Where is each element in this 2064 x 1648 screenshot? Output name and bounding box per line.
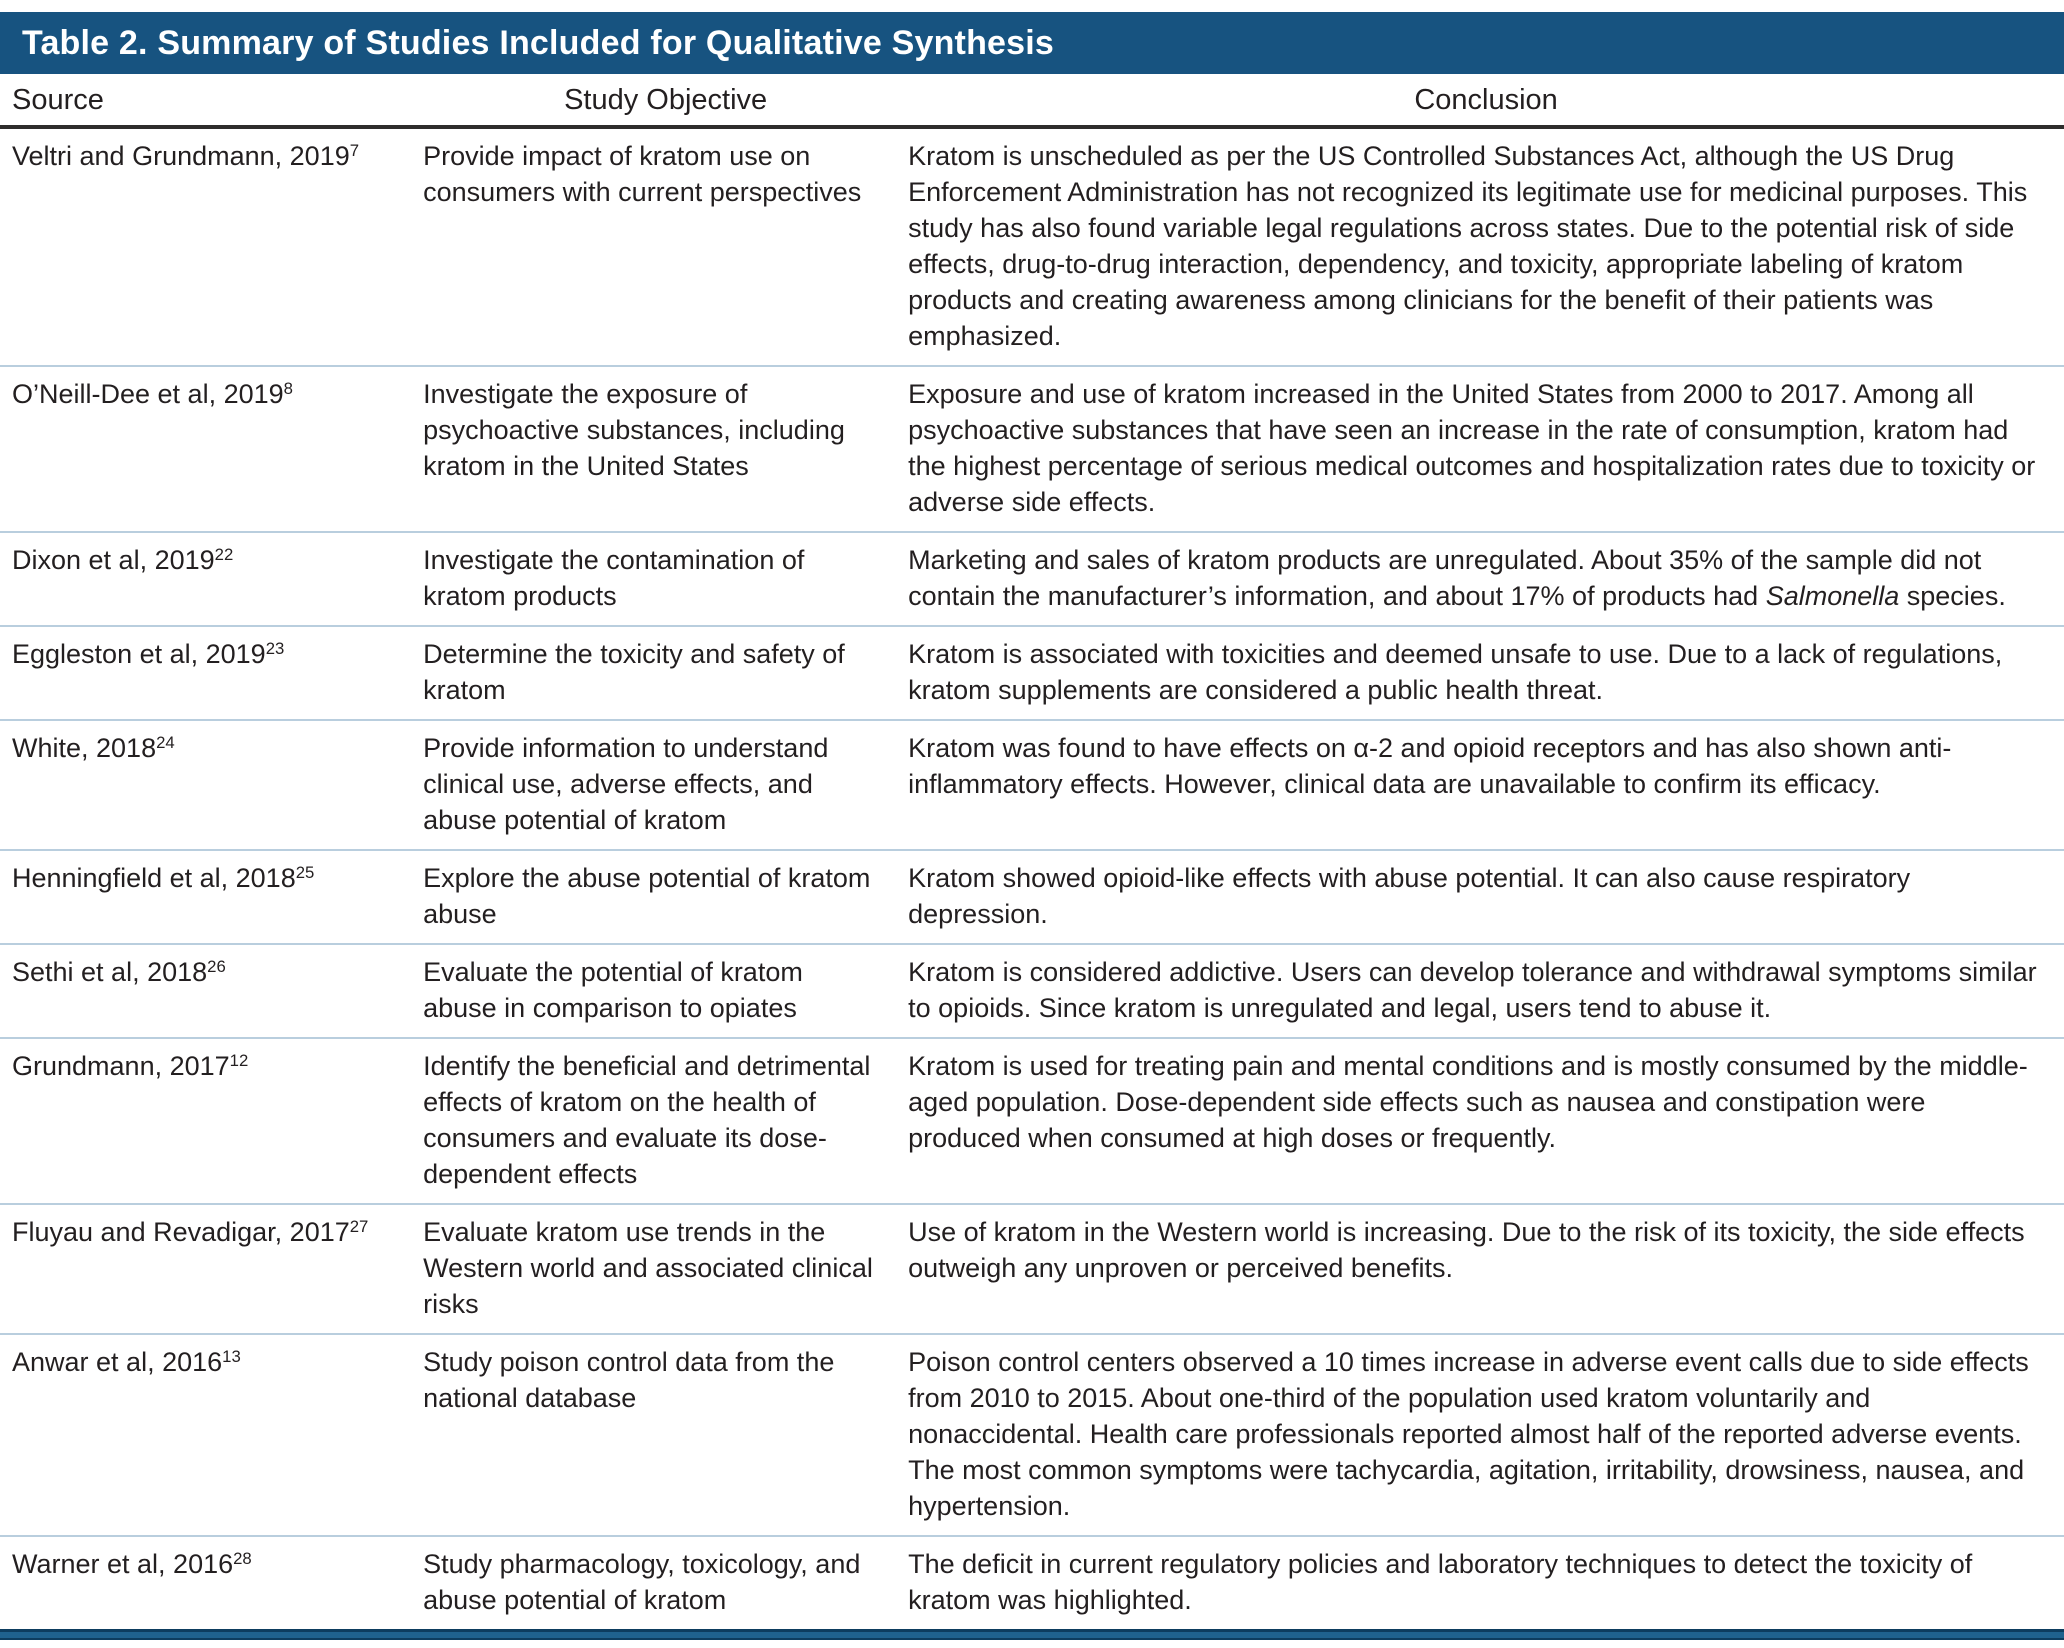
source-cell: Veltri and Grundmann, 2019$^7$ [0,127,423,366]
source-cell: Warner et al, 2016$^{28}$ [12,1548,252,1579]
table-bottom-rule [0,1629,2064,1640]
column-header-source: Source [0,74,423,127]
source-cell: White, 2018$^{24}$ [0,720,423,850]
conclusion-cell: The deficit in current regulatory policies and laboratory techniques to detect the toxicity of kratom was highlighted. [908,1549,1973,1615]
conclusion-cell: Kratom showed opioid-like effects with abuse potential. It can also cause respiratory depression. [908,850,2064,944]
conclusion-cell: Kratom was found to have effects on α-2 and opioid receptors and has also shown anti-inflammatory effects. However, clinical data are unavailable to confirm its efficacy. [908,720,2064,850]
objective-cell: Provide information to understand clinical use, adverse effects, and abuse potential of kratom [423,720,908,850]
conclusion-cell: Poison control centers observed a 10 times increase in adverse event calls due to side effects from 2010 to 2015. About one-third of the population used kratom voluntarily and nonaccidental. Health care professionals reported almost half of the reported adverse events. The most common symptoms were tachycardia, agitation, irritability, drowsiness, nausea, and hypertension. [908,1334,2064,1536]
column-header-row [0,74,2064,127]
conclusion-cell: Kratom is associated with toxicities and deemed unsafe to use. Due to a lack of regulations, kratom supplements are considered a public health threat. [908,626,2064,720]
table-row [0,532,2064,626]
table-row [0,944,2064,1038]
objective-cell: Evaluate the potential of kratom abuse in comparison to opiates [423,944,908,1038]
source-cell: Grundmann, 2017$^{12}$ [0,1038,423,1204]
table-row [0,1204,2064,1334]
table-row [0,720,2064,850]
source-cell: Anwar et al, 2016$^{13}$ [0,1334,423,1536]
objective-cell: Provide impact of kratom use on consumers with current perspectives [423,127,908,366]
conclusion-cell: Kratom is considered addictive. Users can develop tolerance and withdrawal symptoms similar to opioids. Since kratom is unregulated and legal, users tend to abuse it. [908,944,2064,1038]
table-row [0,127,2064,366]
table-title-bar [0,12,2064,74]
table-row [0,626,2064,720]
objective-cell: Study poison control data from the national database [423,1334,908,1536]
column-header-study-objective: Study Objective [423,74,908,127]
table-row [0,850,2064,944]
source-cell: Dixon et al, 2019$^{22}$ [0,532,423,626]
table-row [0,1038,2064,1204]
objective-cell: Explore the abuse potential of kratom abuse [423,850,908,944]
source-cell: Henningfield et al, 2018$^{25}$ [0,850,423,944]
objective-cell: Investigate the contamination of kratom products [423,532,908,626]
conclusion-cell: Use of kratom in the Western world is increasing. Due to the risk of its toxicity, the side effects outweigh any unproven or perceived benefits. [908,1204,2064,1334]
source-cell: O’Neill-Dee et al, 2019$^8$ [0,366,423,532]
objective-cell: Determine the toxicity and safety of kratom [423,626,908,720]
table-row [0,1536,2064,1629]
source-cell: Sethi et al, 2018$^{26}$ [0,944,423,1038]
table-row [0,1334,2064,1536]
studies-summary-table [0,74,2064,1629]
table-title: Table 2. Summary of Studies Included for Qualitative Synthesis [22,23,1055,62]
conclusion-cell: Marketing and sales of kratom products are unregulated. About 35% of the sample did not contain the manufacturer’s information, and about 17% of products had Salmonella species. [908,532,2064,626]
conclusion-cell: Kratom is unscheduled as per the US Controlled Substances Act, although the US Drug Enforcement Administration has not recognized its legitimate use for medicinal purposes. This study has also found variable legal regulations across states. Due to the potential risk of side effects, drug-to-drug interaction, dependency, and toxicity, appropriate labeling of kratom products and creating awareness among clinicians for the benefit of their patients was emphasized. [908,127,2064,366]
objective-cell: Investigate the exposure of psychoactive substances, including kratom in the United States [423,366,908,532]
objective-cell: Evaluate kratom use trends in the Western world and associated clinical risks [423,1204,908,1334]
column-header-conclusion: Conclusion [908,74,2064,127]
objective-cell: Identify the beneficial and detrimental effects of kratom on the health of consumers and evaluate its dose-dependent effects [423,1038,908,1204]
objective-cell: Study pharmacology, toxicology, and abuse potential of kratom [423,1549,861,1615]
source-cell: Eggleston et al, 2019$^{23}$ [0,626,423,720]
table-row [0,366,2064,532]
source-cell: Fluyau and Revadigar, 2017$^{27}$ [0,1204,423,1334]
conclusion-cell: Kratom is used for treating pain and mental conditions and is mostly consumed by the middle-aged population. Dose-dependent side effects such as nausea and constipation were produced when consumed at high doses or frequently. [908,1038,2064,1204]
conclusion-cell: Exposure and use of kratom increased in the United States from 2000 to 2017. Among all psychoactive substances that have seen an increase in the rate of consumption, kratom had the highest percentage of serious medical outcomes and hospitalization rates due to toxicity or adverse side effects. [908,366,2064,532]
